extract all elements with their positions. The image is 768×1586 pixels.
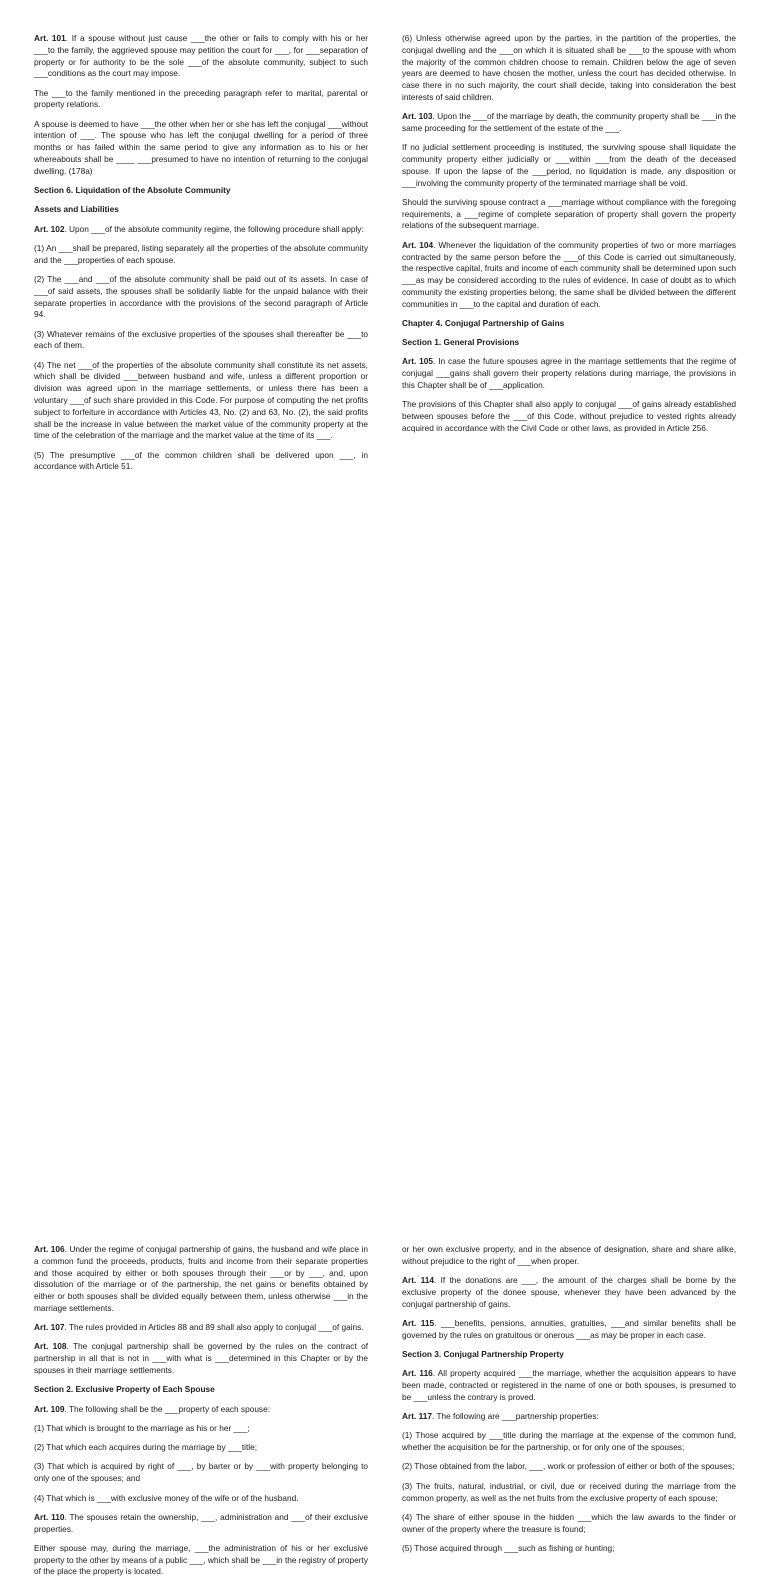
paragraph-text: (2) The ___and ___of the absolute community shall be paid out of its assets. In case of ___of said assets, the spouses shall be solidarily liable for the unpaid balance with their separate properties in accordance with the provisions of the second paragraph of Article 94.: [34, 274, 368, 320]
article-paragraph: [402, 1318, 736, 1342]
paragraph: [402, 1430, 736, 1454]
paragraph-text: (1) An ___shall be prepared, listing separately all the properties of the absolute community and the ___properties of each spouse.: [34, 242, 368, 265]
paragraph-text: . The following shall be the ___property of each spouse:: [64, 1403, 270, 1414]
paragraph-text: (4) That which is ___with exclusive money of the wife or of the husband.: [34, 1492, 299, 1503]
paragraph-text: or her own exclusive property, and in the absence of designation, share and share alike, without prejudice to the right of ___when proper.: [402, 1244, 736, 1266]
article-number: Art. 109: [34, 1403, 65, 1414]
paragraph: [402, 33, 736, 104]
paragraph-text: . The spouses retain the ownership, ___, administration and ___of their exclusive properties.: [34, 1511, 368, 1534]
article-paragraph: [34, 33, 368, 80]
lower-document-page: [0, 618, 768, 1577]
paragraph-text: (5) The presumptive ___of the common children shall be delivered upon ___, in accordance with Article 51.: [34, 449, 368, 472]
paragraph-text: (4) The share of either spouse in the hidden ___which the law awards to the finder or owner of the property where the treasure is found;: [402, 1511, 736, 1534]
paragraph: [402, 1461, 736, 1473]
article-number: Art. 108: [34, 1341, 67, 1352]
paragraph-text: (3) That which is acquired by right of ___, by barter or by ___with property belonging to only one of the spouses; and: [34, 1461, 368, 1484]
article-paragraph: [34, 1244, 368, 1315]
article-number: Art. 110: [34, 1511, 65, 1522]
paragraph: [34, 1423, 368, 1435]
article-paragraph: [34, 1404, 368, 1416]
paragraph-text: (3) Whatever remains of the exclusive properties of the spouses shall thereafter be ___to each of them.: [34, 328, 368, 351]
lower-right-column: [402, 1244, 736, 1562]
paragraph: [402, 1543, 736, 1555]
section-heading: Section 1. General Provisions: [402, 337, 520, 348]
paragraph-text: . The rules provided in Articles 88 and 89 shall also apply to conjugal ___of gains.: [64, 1322, 364, 1333]
section-heading: Section 2. Exclusive Property of Each Spouse: [34, 1384, 215, 1395]
article-number: Art. 117: [402, 1411, 432, 1422]
paragraph: [34, 1442, 368, 1454]
paragraph: [402, 1481, 736, 1505]
paragraph-text: (1) Those acquired by ___title during the marriage at the expense of the common fund, whether the acquisition be for the partnership, or for only one of the spouses;: [402, 1430, 736, 1453]
article-paragraph: [402, 1411, 736, 1423]
paragraph-text: A spouse is deemed to have ___the other when her or she has left the conjugal ___without intention of ___. The spouse who has left the conjugal dwelling for a period of three months or has failed within the same period to give any information as to his or her whereabouts shall be ____ ___presumed to have no intention of returning to the conjugal dwelling. (178a): [34, 118, 368, 176]
paragraph-text: Should the surviving spouse contract a ___marriage without compliance with the foregoing requirements, a ___regime of complete separation of property shall govern the property relations of the subsequent marriage.: [402, 196, 736, 231]
paragraph: [34, 360, 368, 442]
article-number: Art. 103: [402, 111, 433, 122]
paragraph: [402, 142, 736, 189]
paragraph-text: If no judicial settlement proceeding is instituted, the surviving spouse shall liquidate the community property either judicially or ___within ___from the death of the deceased spouse. If upon the lapse of the ___period, no liquidation is made, any disposition or ___involving the community property of the terminated marriage shall be void.: [402, 142, 736, 188]
paragraph: [34, 450, 368, 474]
paragraph-text: . Upon the ___of the marriage by death, the community property shall be ___in the same proceeding for the settlement of the estate of the ___.: [402, 111, 736, 133]
article-number: Art. 115: [402, 1317, 435, 1328]
article-paragraph: [402, 1368, 736, 1403]
upper-document-page: [0, 0, 768, 562]
article-number: Art. 105: [402, 356, 434, 367]
paragraph-text: . The following are ___partnership properties:: [431, 1411, 599, 1422]
paragraph-text: (6) Unless otherwise agreed upon by the parties, in the partition of the properties, the conjugal dwelling and the ___on which it is situated shall be ___to the spouse with whom the majority of the common children choose to remain. Children below the age of seven years are deemed to have chosen the mother, unless the court has decided otherwise. In case there in no such majority, the court shall decide, taking into consideration the best interests of said children.: [402, 33, 736, 102]
paragraph: [34, 1461, 368, 1485]
section-heading: Section 3. Conjugal Partnership Property: [402, 1348, 564, 1359]
article-number: Art. 107: [34, 1322, 65, 1333]
paragraph-text: (1) That which is brought to the marriage as his or her ___;: [34, 1422, 250, 1433]
paragraph-text: . If a spouse without just cause ___the other or fails to comply with his or her ___to the family, the aggrieved spouse may petition the court for ___, for ___separation of property or for authority to be the sole ___of the absolute community, subject to such ___conditions as the court may impose.: [34, 33, 369, 79]
paragraph-text: . The conjugal partnership shall be governed by the rules on the contract of partnership in all that is not in ___with what is ___determined in this Chapter or by the spouses in their marriage settlements.: [34, 1341, 369, 1376]
section-heading: Assets and Liabilities: [34, 204, 119, 215]
paragraph: [34, 1493, 368, 1505]
article-paragraph: [402, 356, 736, 391]
paragraph-text: (4) The net ___of the properties of the absolute community shall constitute its net assets, which shall be divided ___between husband and wife, unless a different proportion or division was agreed upon in the marriage settlements, or unless there has been a voluntary ___of such share provided in this Code. For purpose of computing the net profits subject to forfeiture in accordance with Articles 43, No. (2) and 63, No. (2), the said profits shall be the increase in value between the market value of the community property at the time of the celebration of the marriage and the market value at the time of its ___.: [34, 359, 368, 441]
article-number: Art. 101: [34, 33, 66, 43]
paragraph: [402, 197, 736, 232]
article-paragraph: [34, 1322, 368, 1334]
article-number: Art. 114: [402, 1275, 434, 1286]
paragraph: [34, 243, 368, 267]
paragraph: [34, 119, 368, 178]
paragraph-text: . In case the future spouses agree in the marriage settlements that the regime of conjugal ___gains shall govern their property relations during marriage, the provisions in this Chapter shall be of ___application.: [402, 356, 737, 391]
article-number: Art. 116: [402, 1368, 433, 1379]
paragraph-text: (2) That which each acquires during the marriage by ___title;: [34, 1442, 258, 1453]
article-paragraph: [34, 1341, 368, 1376]
article-number: Art. 102: [34, 223, 65, 234]
paragraph-text: (3) The fruits, natural, industrial, or civil, due or received during the marriage from the common property, as well as the net fruits from the exclusive property of each spouse;: [402, 1480, 736, 1503]
article-paragraph: [402, 1275, 736, 1310]
paragraph-text: . Whenever the liquidation of the community properties of two or more marriages contracted by the same person before the ___of this Code is carried out simultaneously, the respective capital, fruits and income of each community shall be determined upon such ___as may be considered according to the rules of evidence. In case of doubt as to which community the existing properties belong, the same shall be divided between the different communities in ___to the capital and duration of each.: [402, 239, 737, 309]
paragraph-text: . Under the regime of conjugal partnership of gains, the husband and wife place in a common fund the proceeds, products, fruits and income from their separate properties and those acquired by either or both spouses through their ___or by ___, and, upon dissolution of the marriage or of the partnership, the net gains or benefits obtained by either or both spouses shall be divided equally between them, unless otherwise ___in the marriage settlements.: [34, 1244, 369, 1313]
paragraph-text: The ___to the family mentioned in the preceding paragraph refer to marital, parental or property relations.: [34, 87, 368, 110]
paragraph: [402, 399, 736, 434]
upper-right-column: [402, 33, 736, 442]
article-number: Art. 106: [34, 1244, 65, 1254]
article-paragraph: [402, 111, 736, 135]
article-paragraph: [402, 240, 736, 311]
paragraph-text: (2) Those obtained from the labor, ___, work or profession of either or both of the spouses;: [402, 1461, 735, 1472]
paragraph: [34, 88, 368, 112]
paragraph-text: . Upon ___of the absolute community regime, the following procedure shall apply:: [64, 223, 364, 234]
paragraph-text: The provisions of this Chapter shall also apply to conjugal ___of gains already established between spouses before the ___of this Code, without prejudice to vested rights already acquired in accordance with the Civil Code or other laws, as provided in Article 256.: [402, 399, 736, 433]
section-heading: Section 6. Liquidation of the Absolute Community: [34, 185, 231, 196]
lower-left-column: [34, 1244, 368, 1586]
paragraph-text: . If the donations are ___, the amount of the charges shall be borne by the exclusive property of the donee spouse, whenever they have been advanced by the conjugal partnership of gains.: [402, 1275, 737, 1309]
paragraph: [34, 274, 368, 321]
paragraph-text: (5) Those acquired through ___such as fishing or hunting;: [402, 1542, 615, 1553]
paragraph: [402, 1512, 736, 1536]
paragraph: [402, 1244, 736, 1268]
paragraph-text: . ___benefits, pensions, annuities, gratuities, ___and similar benefits shall be governed by the rules on gratuitous or onerous ___as may be proper in each case.: [402, 1317, 736, 1340]
upper-left-column: [34, 33, 368, 481]
article-number: Art. 104: [402, 239, 434, 250]
paragraph-text: . All property acquired ___the marriage, whether the acquisition appears to have been made, contracted or registered in the name of one or both spouses, is presumed to be ___unless the contrary is proved.: [402, 1368, 736, 1402]
paragraph: [34, 329, 368, 353]
article-paragraph: [34, 1512, 368, 1536]
section-heading: Chapter 4. Conjugal Partnership of Gains: [402, 317, 565, 328]
paragraph-text: Either spouse may, during the marriage, ___the administration of his or her exclusive property to the other by means of a public ___, which shall be ___in the registry of property of the place the property is located.: [34, 1542, 368, 1577]
paragraph: [34, 1543, 368, 1578]
article-paragraph: [34, 224, 368, 236]
